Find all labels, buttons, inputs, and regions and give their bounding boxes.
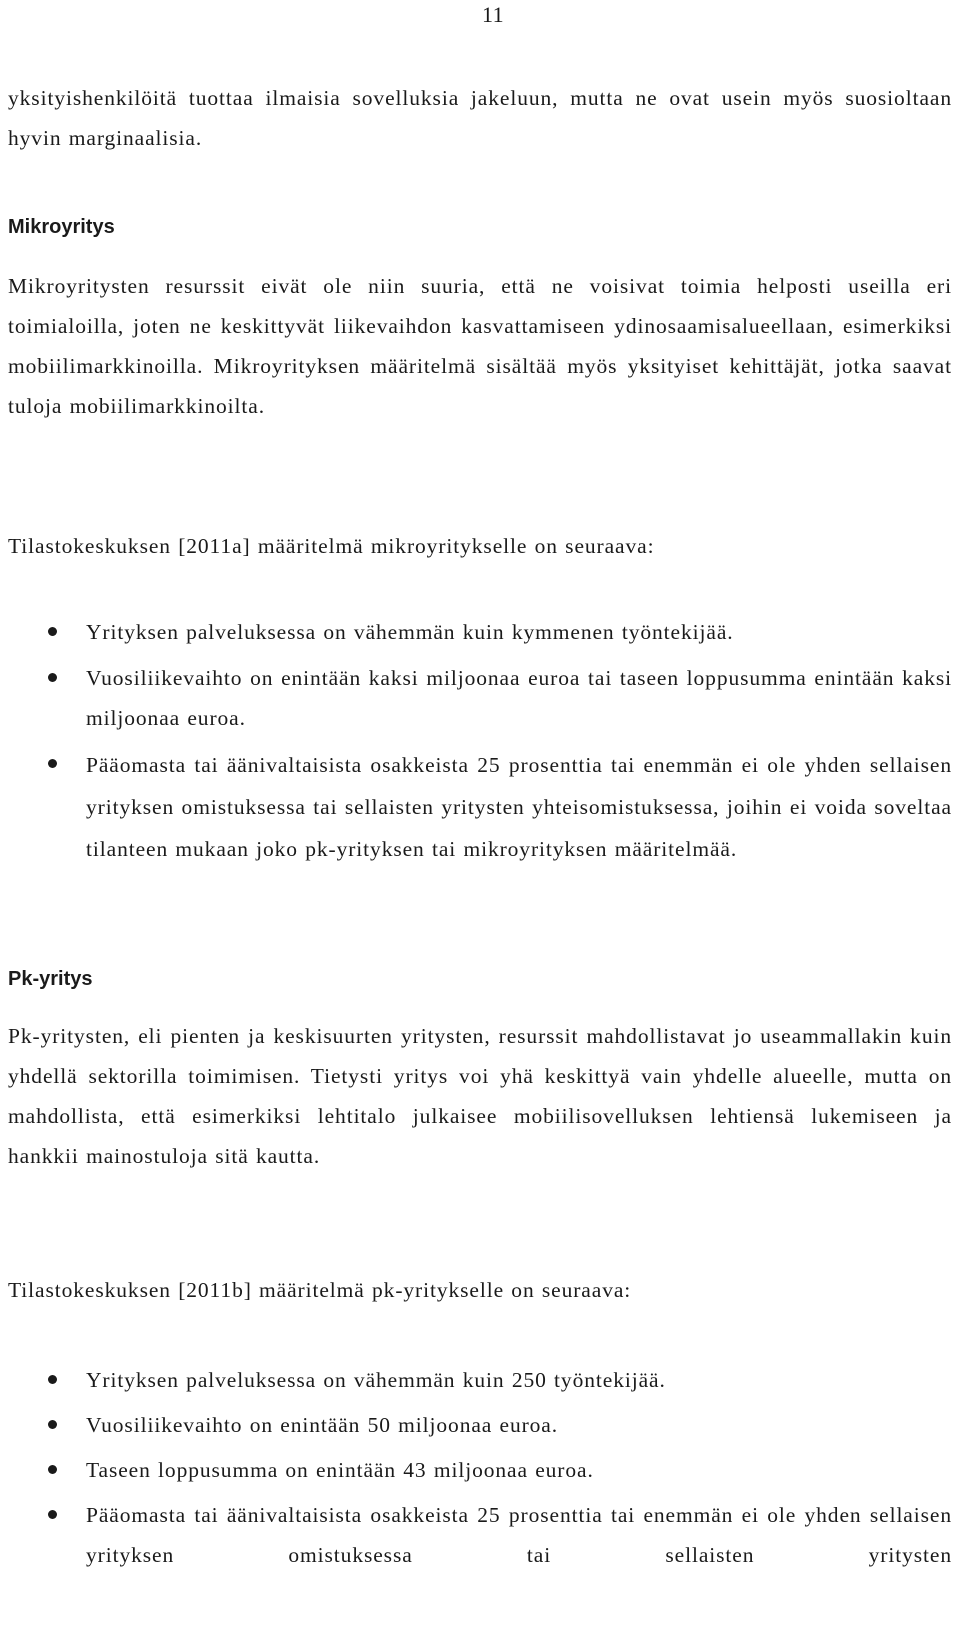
sme-heading: Pk-yritys [8,968,93,990]
sme-paragraph: Pk-yritysten, eli pienten ja keskisuurten yritysten, resurssit mahdollistavat jo useammallakin kuin yhdellä sektorilla toimimisen. Tietysti yritys voi yhä keskittyä vain yhdelle alueelle, mutta on mahdollista, että esimerkiksi lehtitalo julkaisee mobiilisovelluksen lehtiensä lukemiseen ja hankkii mainostuloja sitä kautta. [8,1024,952,1168]
page-number: 11 [482,2,505,27]
micro-paragraph: Mikroyritysten resurssit eivät ole niin suuria, että ne voisivat toimia helposti useilla eri toimialoilla, joten ne keskittyvät liikevaihdon kasvattamiseen ydinosaamisalueellaan, esimerkiksi mobiilimarkkinoilla. Mikroyrityksen määritelmä sisältää myös yksityiset kehittäjät, jotka saavat tuloja mobiilimarkkinoilta. [8,274,952,418]
sme-paragraph-block [8,1016,952,1176]
list-item: Pääomasta tai äänivaltaisista osakkeista 25 prosenttia tai enemmän ei ole yhden sellaisen yrityksen omistuksessa tai sellaisten yritysten yhteisomistuksessa, joihin ei voida soveltaa tilanteen mukaan joko pk-yrityksen tai mikroyrityksen määritelmää. [8,744,952,870]
sme-bullet-list [8,1360,952,1575]
list-item: Yrityksen palveluksessa on vähemmän kuin kymmenen työntekijää. [8,612,952,652]
micro-definition-intro-block [8,526,952,566]
micro-heading-block [8,216,952,239]
list-item: Yrityksen palveluksessa on vähemmän kuin 250 työntekijää. [8,1360,952,1400]
list-item: Pääomasta tai äänivaltaisista osakkeista 25 prosenttia tai enemmän ei ole yhden sellaisen yrityksen omistuksessa tai sellaisten yritysten [8,1495,952,1575]
list-item: Vuosiliikevaihto on enintään 50 miljoonaa euroa. [8,1405,952,1445]
sme-definition-intro: Tilastokeskuksen [2011b] määritelmä pk-yritykselle on seuraava: [8,1278,632,1302]
sme-heading-block [8,968,952,991]
intro-paragraph-block [8,78,952,158]
micro-bullet-list-block [8,612,952,870]
micro-heading: Mikroyritys [8,216,115,238]
micro-definition-intro: Tilastokeskuksen [2011a] määritelmä mikroyritykselle on seuraava: [8,534,655,558]
micro-paragraph-block [8,266,952,426]
sme-bullet-list-block [8,1360,952,1575]
intro-paragraph: yksityishenkilöitä tuottaa ilmaisia sovelluksia jakeluun, mutta ne ovat usein myös suosioltaan hyvin marginaalisia. [8,86,952,150]
micro-bullet-list [8,612,952,870]
sme-definition-intro-block [8,1270,952,1310]
list-item: Vuosiliikevaihto on enintään kaksi miljoonaa euroa tai taseen loppusumma enintään kaksi miljoonaa euroa. [8,658,952,738]
list-item: Taseen loppusumma on enintään 43 miljoonaa euroa. [8,1450,952,1490]
